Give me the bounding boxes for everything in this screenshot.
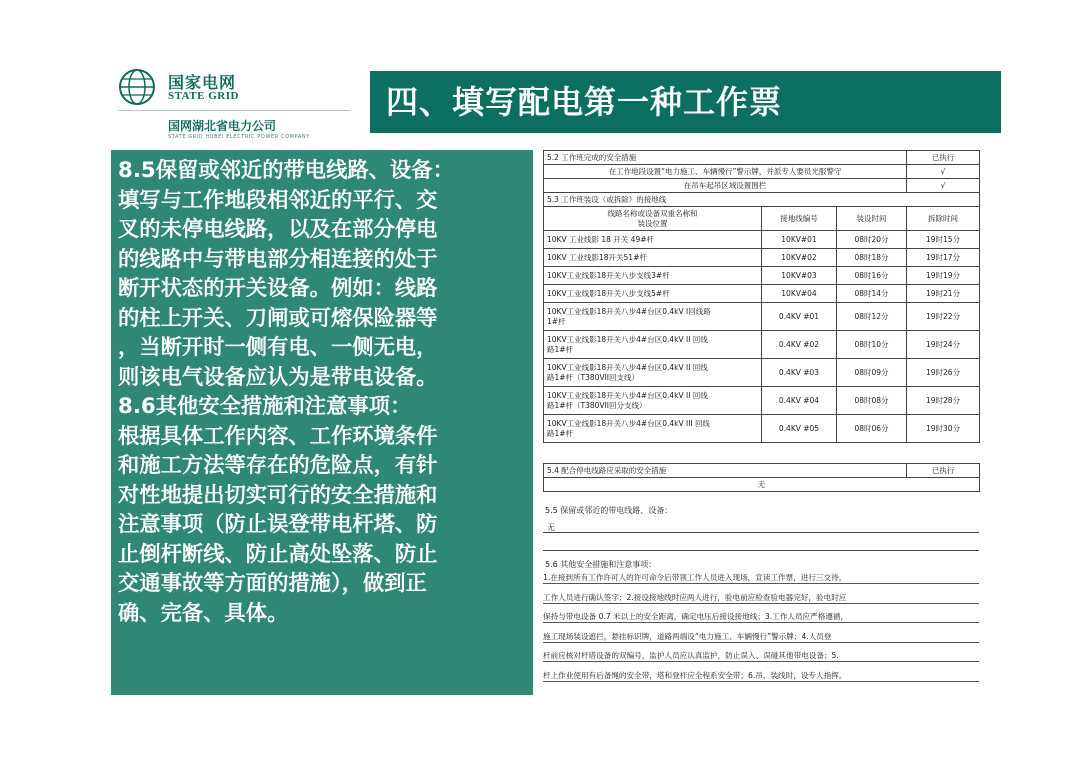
- note-line: 保持与带电设备 0.7 米以上的安全距离，确定电压后接设接地线；3.工作人员应严格遵循，: [543, 612, 979, 623]
- panel-line: 8.5保留或邻近的带电线路、设备：: [118, 158, 454, 183]
- blank-line: [543, 532, 979, 533]
- panel-line: 对性地提出切实可行的安全措施和: [118, 482, 438, 508]
- note-line: 1.在接到所有工作许可人的许可命令后带领工作人员进入现场，宣读工作票，进行三交待，: [543, 573, 979, 584]
- panel-line: 填写与工作地段相邻近的平行、交: [118, 187, 438, 213]
- panel-line: 注意事项（防止误登带电杆塔、防: [118, 512, 438, 537]
- note-line: 工作人员进行确认签字；2.接设接地线时应两人进行，验电前应检查验电器完好，验电时应: [543, 593, 979, 604]
- ground-table-header: 拆除时间: [907, 207, 980, 231]
- section-5-6-notes: [543, 573, 979, 690]
- table-row: [544, 267, 980, 285]
- logo-company-en: STATE GRID HUBEI ELECTRIC POWER COMPANY: [168, 134, 310, 140]
- install-time: 08时20分: [837, 231, 907, 249]
- measure-row-check: √: [907, 179, 980, 193]
- table-row: [544, 331, 980, 359]
- logo-divider: [118, 110, 350, 111]
- logo-company-cn: 国网湖北省电力公司: [168, 119, 277, 133]
- ground-location: 10KV工业线影18开关八步4#台区0.4kV II 回线 路1#杆（T380VII回分支线）: [544, 387, 762, 415]
- table-row: [544, 285, 980, 303]
- install-time: 08时12分: [837, 303, 907, 331]
- blank-line: [543, 550, 979, 551]
- remove-time: 19时24分: [907, 331, 980, 359]
- panel-line: 确、完备、具体。: [118, 600, 289, 626]
- remove-time: 19时28分: [907, 387, 980, 415]
- ground-number: 10KV#02: [762, 249, 837, 267]
- ground-table-header: 装设时间: [837, 207, 907, 231]
- section-5-2-status: 已执行: [907, 151, 980, 165]
- install-time: 08时10分: [837, 331, 907, 359]
- remove-time: 19时19分: [907, 267, 980, 285]
- table-row: [544, 387, 980, 415]
- panel-line: 则该电气设备应认为是带电设备。: [118, 364, 438, 390]
- ground-number: 0.4KV #02: [762, 331, 837, 359]
- remove-time: 19时21分: [907, 285, 980, 303]
- table-row: [544, 415, 980, 443]
- ground-number: 0.4KV #01: [762, 303, 837, 331]
- panel-line: 断开状态的开关设备。例如：线路: [118, 276, 438, 301]
- table-row: [544, 303, 980, 331]
- state-grid-globe-icon: [118, 68, 156, 106]
- remove-time: 19时22分: [907, 303, 980, 331]
- measure-row-text: 在吊车起吊区域设置围栏: [544, 179, 907, 193]
- section-5-4-status: 已执行: [907, 464, 980, 478]
- install-time: 08时06分: [837, 415, 907, 443]
- state-grid-logo: [118, 66, 368, 146]
- install-time: 08时08分: [837, 387, 907, 415]
- note-line: 杆上作业使用有后备绳的安全带，塔和登杆应全程系安全带；6.吊、装线时，设专人指挥。: [543, 671, 979, 682]
- ground-location: 10KV工业线影18开关八步4#台区0.4kV III 回线 路1#杆: [544, 415, 762, 443]
- install-time: 08时09分: [837, 359, 907, 387]
- note-line: 杆前应核对杆塔设备的双编号，监护人员应认真监护，防止误入、误碰其他带电设备；5.: [543, 651, 979, 662]
- table-row: [544, 249, 980, 267]
- panel-line: ，当断开时一侧有电、一侧无电，: [118, 335, 438, 360]
- note-line: 施工现场装设遮拦，悬挂标识牌，道路两端设“电力施工、车辆慢行”警示牌；4.人员登: [543, 632, 979, 643]
- work-ticket-document: [543, 150, 979, 695]
- ground-location: 10KV 工业线影18开关51#杆: [544, 249, 762, 267]
- measure-row-text: 在工作地段设置“电力施工、车辆慢行”警示牌，并派专人要员光服警守: [544, 165, 907, 179]
- install-time: 08时14分: [837, 285, 907, 303]
- matching-outage-table: [543, 463, 980, 492]
- panel-line: 根据具体工作内容、工作环境条件: [118, 423, 438, 449]
- ground-location: 10KV 工业线影 18 开关 49#杆: [544, 231, 762, 249]
- install-time: 08时16分: [837, 267, 907, 285]
- panel-line: 止倒杆断线、防止高处坠落、防止: [118, 541, 438, 567]
- section-5-3-label: 5.3 工作班装设（或拆除）的接地线: [544, 193, 980, 207]
- panel-line: 交通事故等方面的措施），做到正: [118, 571, 427, 596]
- ground-table-header: 线路名称或设备双重名称和 装设位置: [544, 207, 762, 231]
- ground-location: 10KV工业线影18开关八步支线5#杆: [544, 285, 762, 303]
- ground-location: 10KV工业线影18开关八步4#台区0.4kV II 回线 路1#杆（T380VII回支线）: [544, 359, 762, 387]
- ground-number: 10KV#01: [762, 231, 837, 249]
- ground-number: 0.4KV #05: [762, 415, 837, 443]
- safety-measures-table: [543, 150, 980, 463]
- section-5-6-label: 5.6 其他安全措施和注意事项：: [545, 560, 657, 569]
- panel-line: 叉的未停电线路，以及在部分停电: [118, 217, 438, 242]
- ground-number: 10KV#04: [762, 285, 837, 303]
- section-5-4-label: 5.4 配合停电线路应采取的安全措施: [544, 464, 907, 478]
- section-5-5-label: 5.5 保留或邻近的带电线路、设备：: [545, 506, 673, 515]
- section-5-2-label: 5.2 工作班完成的安全措施: [544, 151, 907, 165]
- panel-line: 的柱上开关、刀闸或可熔保险器等: [118, 305, 438, 331]
- ground-location: 10KV工业线影18开关八步支线3#杆: [544, 267, 762, 285]
- ground-table-header: 接地线编号: [762, 207, 837, 231]
- remove-time: 19时17分: [907, 249, 980, 267]
- panel-line: 8.6其他安全措施和注意事项：: [118, 394, 412, 419]
- install-time: 08时18分: [837, 249, 907, 267]
- explanation-panel: [111, 150, 533, 695]
- panel-line: 的线路中与带电部分相连接的处于: [118, 246, 438, 272]
- measure-row-check: √: [907, 165, 980, 179]
- table-row: [544, 359, 980, 387]
- ground-number: 10KV#03: [762, 267, 837, 285]
- remove-time: 19时26分: [907, 359, 980, 387]
- section-5-4-value: 无: [544, 478, 980, 492]
- slide-title: 四、填写配电第一种工作票: [370, 71, 1001, 133]
- remove-time: 19时15分: [907, 231, 980, 249]
- panel-line: 和施工方法等存在的危险点，有针: [118, 453, 438, 478]
- ground-number: 0.4KV #04: [762, 387, 837, 415]
- logo-cn-name: 国家电网: [168, 73, 237, 92]
- ground-location: 10KV工业线影18开关八步4#台区0.4kV I回线路 1#杆: [544, 303, 762, 331]
- ground-number: 0.4KV #03: [762, 359, 837, 387]
- remove-time: 19时30分: [907, 415, 980, 443]
- table-row: [544, 231, 980, 249]
- logo-en-name: STATE GRID: [168, 90, 239, 102]
- section-5-5-value: 无: [547, 523, 555, 532]
- ground-location: 10KV工业线影18开关八步4#台区0.4kV II 回线 路1#杆: [544, 331, 762, 359]
